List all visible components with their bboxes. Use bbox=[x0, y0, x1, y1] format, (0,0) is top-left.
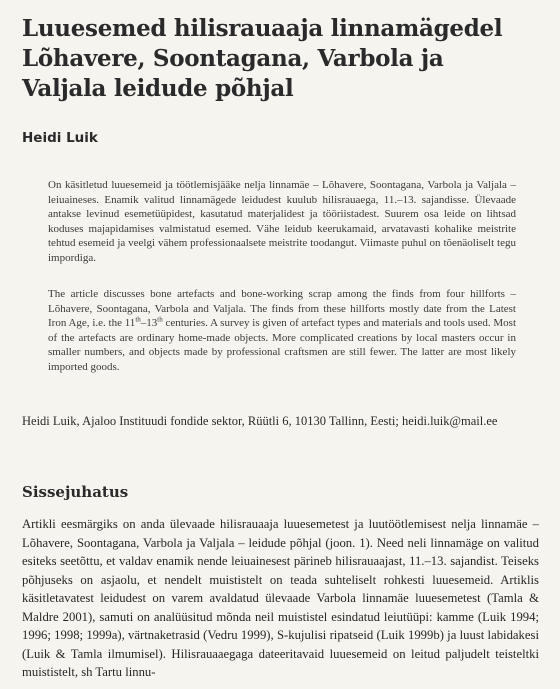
abstract-english bbox=[48, 287, 516, 375]
author-name: Heidi Luik bbox=[22, 130, 98, 146]
section-body-text: Artikli eesmärgiks on anda ülevaade hilisrauaaja luuesemetest ja luutöötlemisest nelja linnamäe – Lõhavere, Soontagana, Varbola ja Valjala – leidude põhjal (joon. 1). Need neli linnamäge on valitud esiteks seetõttu, et valdav enamik nende leiuainesest pärineb hilisrauaajast, 11.–13. sajandist. Teiseks põhjuseks on asjaolu, et nendelt muististelt on teada suhteliselt rohkesti luuesemeid. Artiklis käsitletavatest leidudest on varem avaldatud ülevaade Varbola linnamäe luuesemetest (Tamla & Maldre 2001), samuti on analüüsitud mõnda neil muististel esindatud leiutüüpi: kamme (Luik 1994; 1996; 1998; 1999a), värtnaketrasid (Vedru 1999), S-kujulisi ripatseid (Luik 1999b) ja luust labidakesi (Luik & Tamla ilmumisel). Hilisrauaaegaga dateeritavaid luuesemeid on leitud paljudelt teisteltki muististelt, sh Tartu linnu- bbox=[22, 517, 539, 679]
superscript-th-1: th bbox=[135, 315, 141, 324]
abstract-english-part2: –13 bbox=[140, 317, 158, 330]
author-affiliation: Heidi Luik, Ajaloo Instituudi fondide sektor, Rüütli 6, 10130 Tallinn, Eesti; heidi.luik@mail.ee bbox=[22, 414, 498, 428]
abstract-estonian: On käsitletud luuesemeid ja töötlemisjääke nelja linnamäe – Lõhavere, Soontagana, Varbola ja Valjala – leiuaineses. Enamik valitud linnamägede leidudest kuulub hilisrauaega, 11.–13. sajandisse. Ülevaade antakse levinud esemetüüpidest, kasutatud materjalidest ja tööriistadest. Suurem osa leide on lihtsad koduses majapidamises valmistatud esemed. Vähe leidub keerukamaid, arvatavasti kohalike meistrite tehtud esemeid ja veelgi vähem professionaalsete meistrite toodangut. Viimaste puhul on tõenäoliselt tegu impordiga. bbox=[48, 179, 516, 264]
superscript-th-2: th bbox=[157, 315, 163, 324]
article-title: Luuesemed hilisrauaaja linnamägedel Lõhavere, Soontagana, Varbola ja Valjala leidude põhjal bbox=[22, 15, 503, 102]
abstract-english-part1: The article discusses bone artefacts and bone-working scrap among the finds from four hillforts – Lõhavere, Soontagana, Varbola and Valjala. The finds from these hillforts mostly date from the Latest Iron Age, i.e. the 11 bbox=[48, 288, 516, 330]
abstract-english-part3: centuries. A survey is given of artefact types and materials and tools used. Most of the artefacts are ordinary home-made objects. More complicated creations by local masters occur in smaller numbers, and objects made by professional craftsmen are still fewer. The latter are most likely imported goods. bbox=[48, 317, 517, 373]
section-heading: Sissejuhatus bbox=[22, 483, 129, 501]
